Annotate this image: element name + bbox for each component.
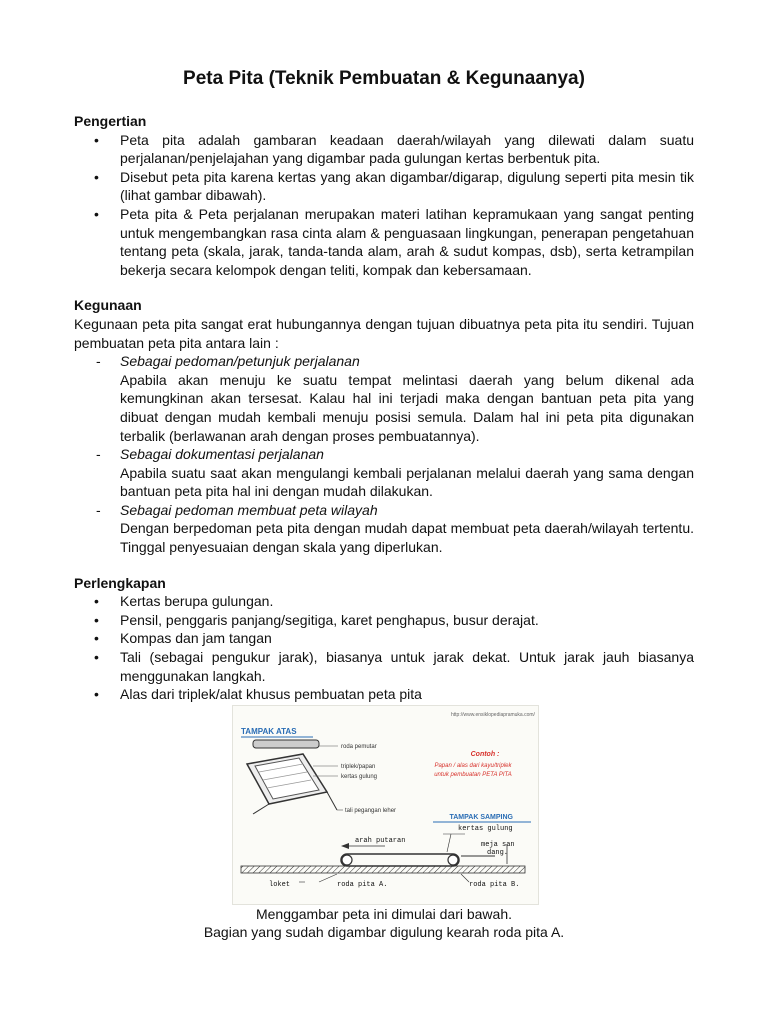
label-kertas-gulung: kertas gulung xyxy=(458,825,513,833)
document-body xyxy=(74,112,694,704)
list-item: • Kertas berupa gulungan. xyxy=(74,592,694,611)
figure-caption-line-1: Menggambar peta ini dimulai dari bawah. xyxy=(255,906,513,922)
perlengkapan-list xyxy=(74,592,694,704)
section-heading-perlengkapan: Perlengkapan xyxy=(74,574,166,591)
svg-text:untuk pembuatan PETA PITA: untuk pembuatan PETA PITA xyxy=(434,772,512,778)
kegunaan-item-label: - Sebagai pedoman membuat peta wilayah xyxy=(74,501,694,520)
top-view-title: TAMPAK ATAS xyxy=(241,727,297,736)
label-roda-a: roda pita A. xyxy=(337,881,388,889)
list-item: • Kompas dan jam tangan xyxy=(74,629,694,648)
side-view-title: TAMPAK SAMPING xyxy=(449,814,513,821)
svg-text:Papan / alas dari kayu/triplek: Papan / alas dari kayu/triplek xyxy=(434,763,512,769)
board-top-view xyxy=(247,740,337,814)
kegunaan-item-label: - Sebagai pedoman/petunjuk perjalanan xyxy=(74,352,694,371)
pengertian-list xyxy=(74,131,694,280)
label-roda-pemutar: roda pemutar xyxy=(341,744,377,750)
label-kertas: kertas gulung xyxy=(341,774,378,780)
list-item: • Disebut peta pita karena kertas yang akan digambar/digarap, digulung seperti pita mesin tik (lihat gambar dibawah). xyxy=(74,168,694,205)
svg-text:Contoh :: Contoh : xyxy=(470,751,500,758)
list-item: • Pensil, penggaris panjang/segitiga, karet penghapus, busur derajat. xyxy=(74,611,694,630)
list-item: • Peta pita adalah gambaran keadaan daerah/wilayah yang dilewati dalam suatu perjalanan/penjelajahan yang digambar pada gulungan kertas berbentuk pita. xyxy=(74,131,694,168)
section-heading-pengertian: Pengertian xyxy=(74,113,147,129)
list-item: • Alas dari triplek/alat khusus pembuatan peta pita xyxy=(74,685,694,704)
label-loket: loket xyxy=(269,881,291,889)
kegunaan-item-text: Dengan berpedoman peta pita dengan mudah dapat membuat peta daerah/wilayah tertentu. Tinggal penyesuaian dengan skala yang diperlukan. xyxy=(120,520,694,556)
label-arah-putaran: arah putaran xyxy=(355,837,406,845)
top-view-labels xyxy=(313,744,396,814)
label-meja: meja san xyxy=(481,841,515,849)
side-view-labels xyxy=(269,825,519,889)
section-heading-kegunaan: Kegunaan xyxy=(74,297,142,314)
label-triplek: triplek/papan xyxy=(341,764,376,770)
figure-caption-line-2: Bagian yang sudah digambar digulung kearah roda pita A. xyxy=(203,924,565,940)
page-title: Peta Pita (Teknik Pembuatan & Kegunaanya) xyxy=(183,68,585,89)
kegunaan-item-text: Apabila suatu saat akan mengulangi kembali perjalanan melalui daerah yang sama dengan bantuan peta pita hal ini dengan mudah dilakukan. xyxy=(120,464,694,500)
kegunaan-item-label: - Sebagai dokumentasi perjalanan xyxy=(74,445,694,464)
label-tali: tali pegangan leher xyxy=(345,808,397,814)
list-item: • Tali (sebagai pengukur jarak), biasanya untuk jarak dekat. Untuk jarak jauh biasanya menggunakan langkah. xyxy=(74,648,694,685)
peta-pita-board-figure xyxy=(232,705,539,905)
figure-url: http://www.ensiklopediapramuka.com/ xyxy=(451,712,535,718)
list-item: • Peta pita & Peta perjalanan merupakan materi latihan kepramukaan yang sangat penting untuk mengembangkan rasa cinta alam & penguasaan lingkungan, penerapan pengetahuan tentang peta (skala, jarak, tanda-tanda alam, arah & sudut kompas, dsb), serta ketrampilan bekerja secara kelompok dengan teliti, kompak dan kebersamaan. xyxy=(74,205,694,279)
kegunaan-item-text: Apabila akan menuju ke suatu tempat melintasi daerah yang belum dikenal ada kemungkinan akan tersesat. Kalau hal ini terjadi maka dengan bantuan peta pita yang dibuat dengan mudah kembali menuju posisi semula. Dalam hal ini peta pita digunakan terbalik (berlawanan arah dengan proses pembuatannya). xyxy=(120,371,694,444)
contoh-note xyxy=(434,751,512,778)
label-roda-b: roda pita B. xyxy=(469,881,520,889)
kegunaan-intro: Kegunaan peta pita sangat erat hubungannya dengan tujuan dibuatnya peta pita itu sendiri. Tujuan pembuatan peta pita antara lain : xyxy=(74,315,694,351)
figure-illustration xyxy=(233,706,538,904)
label-meja-2: dang. xyxy=(487,849,509,857)
